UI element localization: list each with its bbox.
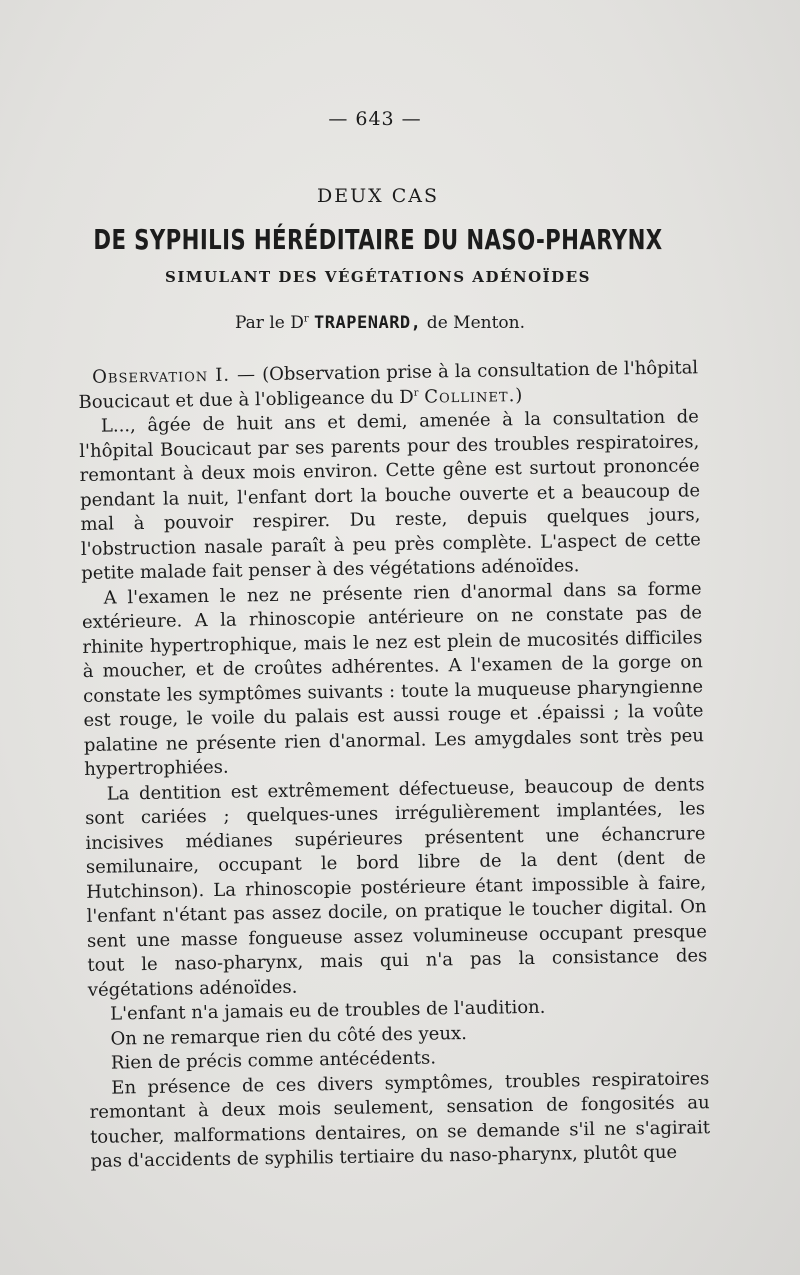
observation-name: Collinet. — [424, 384, 516, 408]
observation-sup: r — [413, 387, 419, 399]
paragraph: A l'examen le nez ne présente rien d'anormal dans sa forme extérieure. A la rhinoscopie antérieure on ne constate pas de rhinite hypertrophique, mais le nez est plein de mucosités difficiles à moucher, et de croûtes adhérentes. A l'examen de la gorge on constate les symptômes suivants : toute la muqueuse pharyngienne est rouge, le voile du palais est aussi rouge et .épaissi ; la voûte palatine ne présente rien d'anormal. Les amygdales sont très peu hypertrophiées. — [81, 577, 705, 780]
paragraph: L'enfant n'a jamais eu de troubles de l'audition. — [110, 996, 546, 1025]
byline — [0, 313, 760, 333]
observation-intro: (Observation prise à la consultation de l'hôpital Boucicaut et due à l'obligeance du D — [78, 357, 699, 413]
observation-end: ) — [515, 384, 523, 406]
subtitle: SIMULANT DES VÉGÉTATIONS ADÉNOÏDES — [165, 268, 591, 286]
article-body — [78, 356, 711, 1174]
byline-sup: r — [303, 313, 309, 325]
byline-suffix: de Menton. — [421, 313, 525, 333]
observation-label: Observation I. — — [92, 364, 257, 388]
paragraph: Rien de précis comme antécédents. — [110, 1047, 437, 1074]
title-line-1: DEUX CAS — [317, 185, 439, 207]
paragraph: En présence de ces divers symptômes, troubles respiratoires remontant à deux mois seulement, sensation de fongosités au toucher, malformations dentaires, on se demande s'il ne s'agirait pas d'accidents de syphilis tertiaire du naso-pharynx, plutôt que — [89, 1067, 711, 1172]
paragraph: La dentition est extrêmement défectueuse, beaucoup de dents sont cariées ; quelques-unes irrégulièrement implantées, les incisives médianes supérieures présentent une échancrure semilunaire, occupant le bord libre de la dent (dent de Hutchinson). La rhinoscopie postérieure étant impossible à faire, l'enfant n'étant pas assez docile, on pratique le toucher digital. On sent une masse fongueuse assez volumineuse occupant presque tout le naso-pharynx, mais qui n'a pas la consistance des végétations adénoïdes. — [84, 773, 708, 1001]
author-name: TRAPENARD, — [314, 313, 422, 333]
paragraph: On ne remarque rien du côté des yeux. — [110, 1022, 468, 1050]
title-line-2: DE SYPHILIS HÉRÉDITAIRE DU NASO-PHARYNX — [93, 223, 663, 256]
byline-prefix: Par le D — [234, 313, 304, 333]
paragraph: L..., âgée de huit ans et demi, amenée à la consultation de l'hôpital Boucicaut par ses parents pour des troubles respiratoires, remontant à deux mois environ. Cette gêne est surtout prononcée pendant la nuit, l'enfant dort la bouche ouverte et a beaucoup de mal à pouvoir respirer. Du reste, depuis quelques jours, l'obstruction nasale paraît à peu près complète. L'aspect de cette petite malade fait penser à des végétations adénoïdes. — [79, 406, 701, 584]
page-number: — 643 — — [328, 108, 422, 130]
